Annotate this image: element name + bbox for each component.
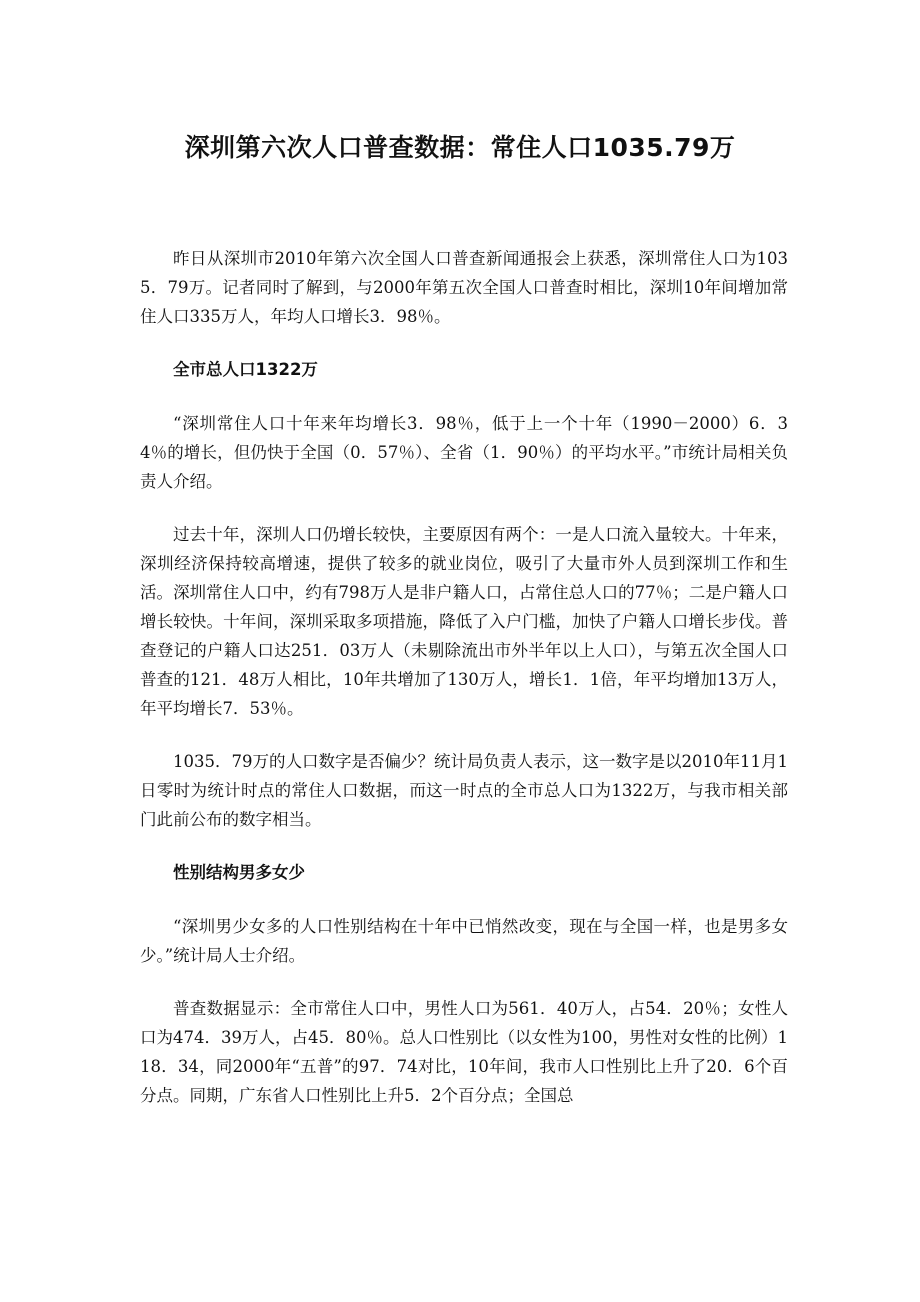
paragraph-growth-rate: “深圳常住人口十年来年均增长3．98％，低于上一个十年（1990－2000）6．34％的增长，但仍快于全国（0．57％）、全省（1．90％）的平均水平。”市统计局相关负责人介绍。 — [140, 414, 788, 491]
paragraph-intro: 昨日从深圳市2010年第六次全国人口普查新闻通报会上获悉，深圳常住人口为1035．79万。记者同时了解到，与2000年第五次全国人口普查时相比，深圳10年间增加常住人口335万人，年均人口增长3．98％。 — [140, 249, 788, 326]
document-title: 深圳第六次人口普查数据：常住人口1035.79万 — [184, 133, 736, 162]
paragraph-growth-reasons: 过去十年，深圳人口仍增长较快，主要原因有两个：一是人口流入量较大。十年来，深圳经济保持较高增速，提供了较多的就业岗位，吸引了大量市外人员到深圳工作和生活。深圳常住人口中，约有798万人是非户籍人口，占常住总人口的77％；二是户籍人口增长较快。十年间，深圳采取多项措施，降低了入户门槛，加快了户籍人口增长步伐。普查登记的户籍人口达251．03万人（未剔除流出市外半年以上人口），与第五次全国人口普查的121．48万人相比，10年共增加了130万人，增长1．1倍，年平均增加13万人，年平均增长7．53％。 — [140, 525, 788, 718]
paragraph-total-population: 1035．79万的人口数字是否偏少？统计局负责人表示，这一数字是以2010年11月1日零时为统计时点的常住人口数据，而这一时点的全市总人口为1322万，与我市相关部门此前公布的数字相当。 — [140, 752, 788, 829]
document-body — [140, 244, 788, 1134]
section-heading-total-population: 全市总人口1322万 — [173, 360, 318, 379]
section-heading-gender-structure: 性别结构男多女少 — [173, 863, 305, 882]
paragraph-gender-data: 普查数据显示：全市常住人口中，男性人口为561．40万人，占54．20％；女性人口为474．39万人，占45．80％。总人口性别比（以女性为100，男性对女性的比例）118．34，同2000年“五普”的97．74对比，10年间，我市人口性别比上升了20．6个百分点。同期，广东省人口性别比上升5．2个百分点；全国总 — [140, 999, 788, 1105]
paragraph-gender-quote: “深圳男少女多的人口性别结构在十年中已悄然改变，现在与全国一样，也是男多女少。”统计局人士介绍。 — [140, 917, 788, 965]
